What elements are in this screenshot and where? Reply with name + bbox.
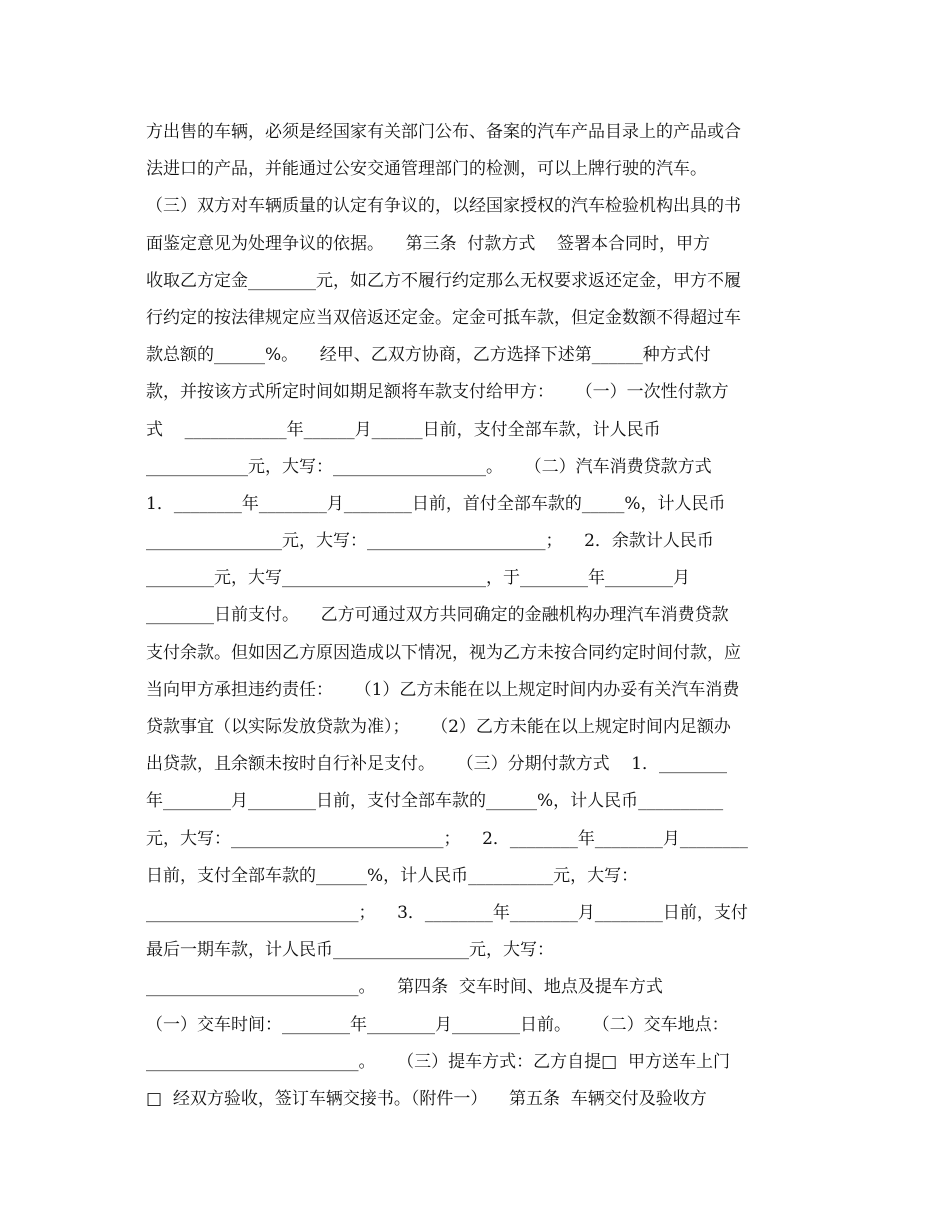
text-line: 款，并按该方式所定时间如期足额将车款支付给甲方： （一）一次性付款方	[146, 382, 729, 403]
contract-text-body	[146, 114, 808, 1118]
text-line: ________日前支付。 乙方可通过双方共同确定的金融机构办理汽车消费贷款	[146, 605, 729, 626]
text-line: （三）双方对车辆质量的认定有争议的，以经国家授权的汽车检验机构出具的书	[146, 196, 741, 217]
text-line: 出贷款，且余额未按时自行补足支付。 （三）分期付款方式 1．________	[146, 754, 728, 775]
text-line: 款总额的______%。 经甲、乙双方协商，乙方选择下述第______种方式付	[146, 345, 711, 366]
text-line: （一）交车时间：________年________月________日前。 （二）交车地点：	[146, 1014, 729, 1035]
text-line: 法进口的产品，并能通过公安交通管理部门的检测，可以上牌行驶的汽车。	[146, 159, 707, 180]
text-line: 贷款事宜（以实际发放贷款为准）； （2）乙方未能在以上规定时间内足额办	[146, 717, 731, 737]
text-line: 支付余款。但如因乙方原因造成以下情况，视为乙方未按合同约定时间付款，应	[146, 642, 741, 663]
text-line: □ 经双方验收，签订车辆交接书。（附件一） 第五条 车辆交付及验收方	[146, 1088, 707, 1109]
text-line: 收取乙方定金________元，如乙方不履行约定那么无权要求返还定金，甲方不履	[146, 270, 741, 291]
text-line: 年________月________日前，支付全部车款的______%，计人民币__________	[146, 791, 724, 812]
text-line: 1．________年________月________日前，首付全部车款的_____%，计人民币	[146, 493, 726, 514]
text-line: 行约定的按法律规定应当双倍返还定金。定金可抵车款，但定金数额不得超过车	[146, 307, 741, 328]
text-line: 最后一期车款，计人民币________________元，大写：	[146, 940, 554, 961]
text-line: ________元，大写________________________，于________年________月	[146, 568, 690, 589]
text-line: _________________________。 （三）提车方式：乙方自提□ 甲方送车上门	[146, 1051, 730, 1072]
text-line: 方出售的车辆，必须是经国家有关部门公布、备案的汽车产品目录上的产品或合	[146, 122, 741, 142]
text-line: 日前，支付全部车款的______%，计人民币__________元，大写：	[146, 865, 639, 886]
text-line: 面鉴定意见为处理争议的依据。 第三条 付款方式 签署本合同时，甲方	[146, 233, 711, 254]
text-line: 当向甲方承担违约责任： （1）乙方未能在以上规定时间内办妥有关汽车消费	[146, 679, 740, 700]
text-line: ____________元，大写：__________________。 （二）汽车消费贷款方式	[146, 456, 712, 477]
text-line: _________________________。 第四条 交车时间、地点及提车方式	[146, 977, 663, 998]
text-line: ________________元，大写：_____________________； 2．余款计人民币	[146, 531, 714, 552]
text-line: _________________________； 3．________年________月________日前，支付	[146, 902, 748, 923]
text-line: 元，大写：_________________________； 2．________年________月________	[146, 828, 748, 849]
text-line: 式 ____________年______月______日前，支付全部车款，计人民币	[146, 419, 661, 440]
